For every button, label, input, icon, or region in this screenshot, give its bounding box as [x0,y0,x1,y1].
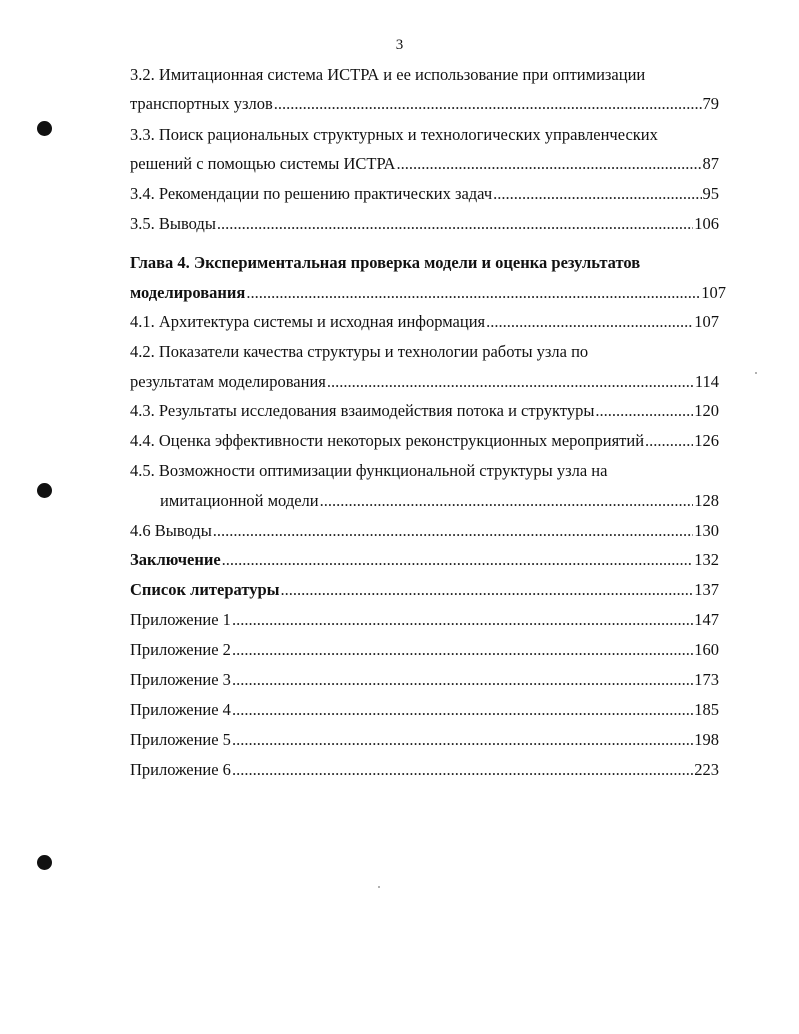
dot-leader [595,400,693,422]
dot-leader [217,213,693,235]
toc-entry-text: Приложение 3 [130,670,231,689]
toc-page-number: 95 [702,184,719,203]
toc-page-number: 107 [701,283,726,302]
dot-leader [645,430,693,452]
toc-chapter-heading [130,252,640,274]
dot-leader [232,639,693,661]
dot-leader [232,609,693,631]
toc-line [130,579,719,601]
toc-line [130,153,719,175]
toc-entry-text: Приложение 2 [130,640,231,659]
toc-entry-text: моделирования [130,283,246,302]
toc-line [130,460,607,482]
toc-entry-text: 3.3. Поиск рациональных структурных и технологических управленческих [130,125,658,144]
toc-page-number: 132 [694,550,719,569]
toc-entry-text: 4.1. Архитектура системы и исходная информация [130,312,486,331]
punch-hole-mark-top [37,121,52,136]
toc-entry-text: Приложение 4 [130,700,231,719]
toc-line [130,124,658,146]
toc-page-number: 114 [694,372,719,391]
dot-leader [213,520,693,542]
toc-line [130,430,719,452]
dot-leader [232,699,693,721]
toc-page-number: 223 [694,760,719,779]
scan-speck [378,886,380,888]
dot-leader [327,371,694,393]
toc-line [130,213,719,235]
toc-entry-text: 4.2. Показатели качества структуры и технологии работы узла по [130,342,589,361]
dot-leader [396,153,701,175]
toc-line [130,639,719,661]
punch-hole-mark-middle [37,483,52,498]
toc-page-number: 107 [694,312,719,331]
toc-page-number: 160 [694,640,719,659]
toc-entry-text: 3.4. Рекомендации по решению практических задач [130,184,493,203]
toc-line [130,93,719,115]
punch-hole-mark-bottom [37,855,52,870]
dot-leader [486,311,693,333]
dot-leader [246,282,700,304]
toc-page-number: 147 [694,610,719,629]
toc-entry-text: решений с помощью системы ИСТРА [130,154,396,173]
toc-page-number: 79 [702,94,719,113]
toc-page-number: 198 [694,730,719,749]
toc-entry-text: Глава 4. Экспериментальная проверка модели и оценка результатов [130,253,641,272]
toc-entry-text: имитационной модели [160,491,319,510]
toc-line [130,64,645,86]
toc-entry-text: 4.4. Оценка эффективности некоторых реконструкционных мероприятий [130,431,645,450]
dot-leader [320,490,694,512]
dot-leader [232,729,693,751]
toc-line [130,669,719,691]
toc-entry-text: Список литературы [130,580,280,599]
toc-page-number: 87 [702,154,719,173]
dot-leader [281,579,694,601]
dot-leader [222,549,694,571]
dot-leader [274,93,702,115]
toc-page-number: 130 [694,521,719,540]
toc-page-number: 128 [694,491,719,510]
toc-entry-text: 4.5. Возможности оптимизации функциональной структуры узла на [130,461,608,480]
toc-line [130,520,719,542]
toc-entry-text: 4.6 Выводы [130,521,212,540]
toc-page-number: 120 [694,401,719,420]
toc-line [130,371,719,393]
toc-page-number: 173 [694,670,719,689]
toc-entry-text: 3.5. Выводы [130,214,216,233]
toc-page-number: 185 [694,700,719,719]
toc-line [130,759,719,781]
toc-entry-text: результатам моделирования [130,372,326,391]
toc-line [160,490,719,512]
toc-line [130,400,719,422]
toc-entry-text: транспортных узлов [130,94,273,113]
dot-leader [493,183,701,205]
toc-line [130,311,719,333]
toc-line [130,282,726,304]
toc-line [130,183,719,205]
toc-entry-text: Приложение 6 [130,760,231,779]
dot-leader [232,669,693,691]
toc-line [130,609,719,631]
page-number: 3 [395,37,404,53]
toc-page-number: 106 [694,214,719,233]
toc-line [130,729,719,751]
toc-entry-text: Приложение 1 [130,610,231,629]
toc-entry-text: 4.3. Результаты исследования взаимодействия потока и структуры [130,401,595,420]
toc-entry-text: Заключение [130,550,221,569]
scan-speck [755,372,757,374]
toc-line [130,341,588,363]
dot-leader [232,759,693,781]
toc-page-number: 137 [694,580,719,599]
toc-line [130,699,719,721]
toc-page-number: 126 [694,431,719,450]
toc-entry-text: 3.2. Имитационная система ИСТРА и ее использование при оптимизации [130,65,646,84]
toc-line [130,549,719,571]
toc-entry-text: Приложение 5 [130,730,231,749]
